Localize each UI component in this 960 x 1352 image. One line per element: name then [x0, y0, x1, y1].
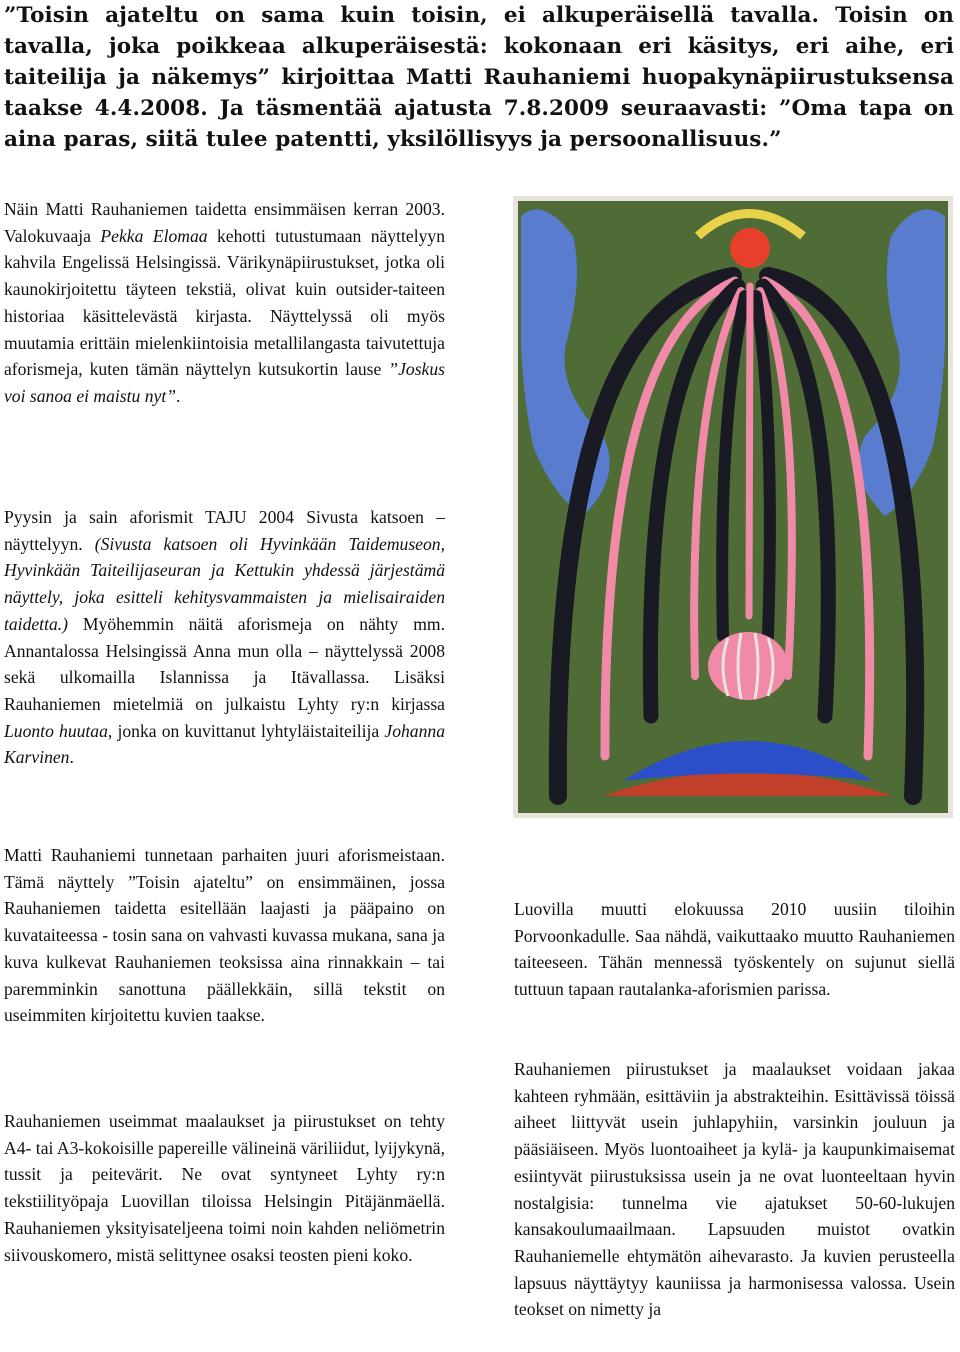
invitation-quote: ”Joskus voi sanoa ei maistu nyt” — [4, 359, 445, 406]
center-pink-stem — [749, 286, 750, 616]
pink-bulb — [708, 632, 788, 700]
book-title: Luonto huutaa — [4, 720, 108, 741]
text: . — [69, 747, 74, 768]
left-paragraph-1 — [4, 196, 445, 410]
paragraph-text: Matti Rauhaniemi tunnetaan parhaiten juuri aforismeistaan. Tämä näyttely ”Toisin ajateltu” on ensimmäinen, jossa Rauhaniemen taidetta esitellään laajasti ja pääpaino on kuvataiteessa - tosin sana on vahvasti kuvassa mukana, sana ja kuva kulkevat Rauhaniemen teoksissa aina rinnakkain – tai paremminkin sanottuna päällekkäin, sillä tekstit on useimmiten kirjoitettu kuvien taakse. — [4, 845, 445, 1026]
paragraph-text: Luovilla muutti elokuussa 2010 uusiin tiloihin Porvoonkadulle. Saa nähdä, vaikuttaako muutto Rauhaniemen taiteeseen. Tähän mennessä työskentely on sujunut siellä tuttuun tapaan rautalanka-aforismien parissa. — [514, 899, 955, 1000]
heading-quote: ”Toisin ajateltu on sama kuin toisin, ei alkuperäisellä tavalla. Toisin on tavalla, joka poikkeaa alkuperäisestä: kokonaan eri käsitys, eri aihe, eri taiteilija ja näkemys” kirjoittaa Matti Rauhaniemi huopakynäpiirustuksensa taakse 4.4.2008. Ja täsmentää ajatusta 7.8.2009 seuraavasti: ”Oma tapa on aina paras, siitä tulee patentti, yksilöllisyys ja persoonallisuus.” — [4, 3, 954, 152]
left-paragraph-3 — [4, 842, 445, 1029]
right-paragraph-1 — [514, 896, 955, 1003]
text: , jonka on kuvittanut lyhtyläistaiteilija — [107, 720, 385, 741]
text: . — [176, 385, 181, 406]
paragraph-text: Rauhaniemen piirustukset ja maalaukset voidaan jakaa kahteen ryhmään, esittäviin ja abstrakteihin. Esittävissä töissä aiheet liittyvät usein juhlapyhiin, varsinkin jouluun ja pääsiäiseen. Myös luontoaiheet ja kylä- ja kaupunkimaisemat esiintyvät piirustuksissa usein ja ne ovat luonteeltaan hyvin nostalgisia: tunnelma vie ajatukset 50-60-lukujen kansakoulumaailmaan. Lapsuuden muistot ovatkin Rauhaniemelle ehtymätön aihevarasto. Ja kuvien perusteella lapsuus näyttäytyy kauniissa ja harmonisessa valossa. Usein teokset on nimetty ja — [514, 1059, 955, 1320]
red-sun — [730, 228, 770, 268]
paragraph-text: Rauhaniemen useimmat maalaukset ja piirustukset on tehty A4- tai A3-kokoisille papereille välineinä väriliidut, lyijykynä, tussit ja peitevärit. Ne ovat syntyneet Lyhty ry:n tekstiilityöpaja Luovillan tiloissa Helsingin Pitäjänmäellä. Rauhaniemen yksityisateljeena toimi noin kahden neliömetrin siivouskomero, mistä selittynee osaksi teosten pieni koko. — [4, 1111, 445, 1265]
text: kehotti tutustumaan näyttelyyn kahvila Engelissä Helsingissä. Värikynäpiirustukset, jotka oli kaunokirjoitettu täyteen tekstiä, olivat kuin outsider-taiteen historiaa käsittelevästä kirjasta. Näyttelyssä oli myös muutamia erittäin mielenkiintoisia metallilangasta taivutettuja aforismeja, kuten tämän näyttelyn kutsukortin lause — [4, 225, 446, 380]
italic-note: (Sivusta katsoen oli Hyvinkään Taidemuseon, Hyvinkään Taiteilijaseuran ja Kettukin yhdessä järjestämä näyttely, joka esitteli kehitysvammaisten ja mielisairaiden taidetta.) — [4, 533, 445, 634]
left-paragraph-2 — [4, 504, 445, 771]
artist-name: Johanna Karvinen — [4, 720, 445, 768]
artwork-image — [513, 196, 953, 818]
right-paragraph-2 — [514, 1056, 955, 1323]
photographer-name: Pekka Elomaa — [100, 225, 208, 246]
text: Myöhemmin näitä aforismeja on nähty mm. Annantalossa Helsingissä Anna mun olla – näyttelyssä 2008 sekä ulkomailla Islannissa ja Itävallassa. Lisäksi Rauhaniemen mietelmiä on julkaistu Lyhty ry:n kirjassa — [4, 613, 445, 714]
text: Näin Matti Rauhaniemen taidetta ensimmäisen kerran 2003. Valokuvaaja — [4, 199, 445, 246]
left-paragraph-4 — [4, 1108, 445, 1268]
text: Pyysin ja sain aforismit TAJU 2004 Sivusta katsoen –näyttelyyn. — [4, 507, 445, 554]
